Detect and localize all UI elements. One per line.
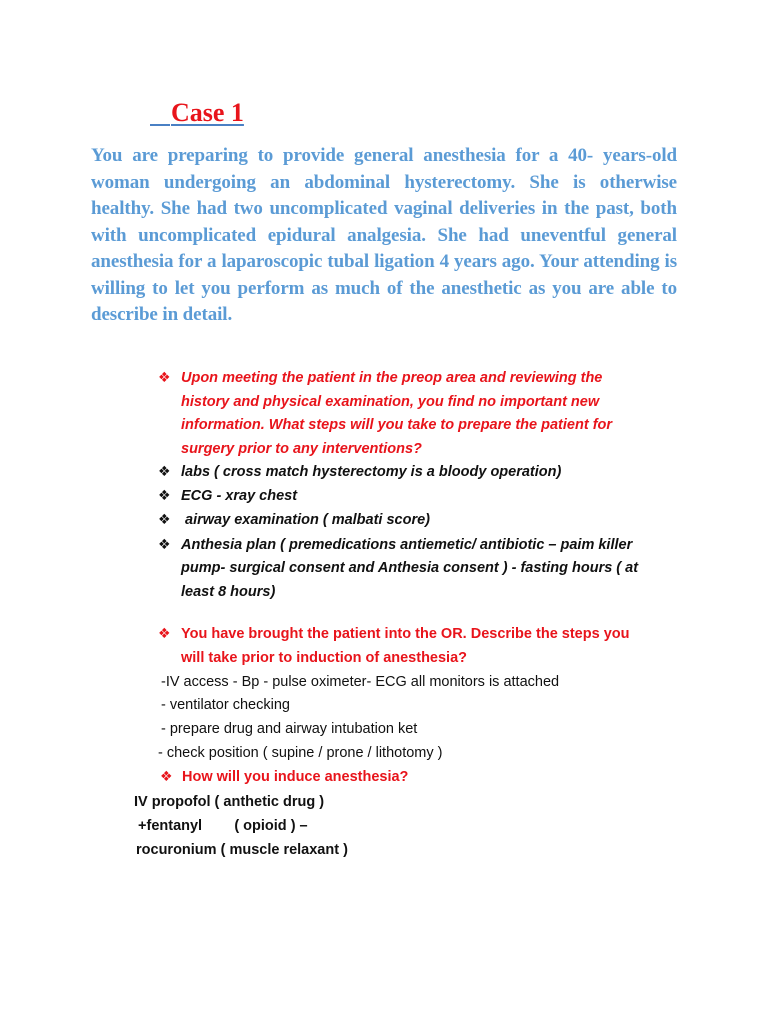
answer-1-item-line: least 8 hours) xyxy=(181,584,276,600)
answer-1-item: ECG - xray chest xyxy=(181,488,298,504)
question-2-line: You have brought the patient into the OR. Describe the steps you xyxy=(181,626,630,642)
title-underline-lead xyxy=(150,98,170,126)
question-1-line: Upon meeting the patient in the preop area and reviewing the xyxy=(181,370,603,386)
case-title-row xyxy=(150,98,244,132)
answer-2-item: - check position ( supine / prone / lithotomy ) xyxy=(158,745,443,761)
answer-1-item: labs ( cross match hysterectomy is a bloody operation) xyxy=(181,464,562,480)
diamond-bullet-icon: ❖ xyxy=(158,370,171,386)
answer-3-line: IV propofol ( anthetic drug ) xyxy=(134,794,325,810)
answer-1-item-line: Anthesia plan ( premedications antiemetic/ antibiotic – paim killer xyxy=(181,537,633,553)
answer-2-item: -IV access - Bp - pulse oximeter- ECG all monitors is attached xyxy=(161,674,560,690)
case-title: Case 1 xyxy=(171,98,244,127)
answer-1-item-line: pump- surgical consent and Anthesia consent ) - fasting hours ( at xyxy=(181,560,639,576)
diamond-bullet-icon: ❖ xyxy=(158,464,171,480)
diamond-bullet-icon: ❖ xyxy=(160,769,173,785)
diamond-bullet-icon: ❖ xyxy=(158,512,171,528)
answer-2-item: - ventilator checking xyxy=(161,697,290,713)
answer-3-line: rocuronium ( muscle relaxant ) xyxy=(136,842,348,858)
answer-1-item: airway examination ( malbati score) xyxy=(181,512,431,528)
case-intro-paragraph: You are preparing to provide general anesthesia for a 40- years-old woman undergoing an abdominal hysterectomy. She is otherwise healthy. She had two uncomplicated vaginal deliveries in the past, both with uncomplicated epidural analgesia. She had uneventful general anesthesia for a laparoscopic tubal ligation 4 years ago. Your attending is willing to let you perform as much of the anesthetic as you are able to describe in detail. xyxy=(91,145,677,325)
diamond-bullet-icon: ❖ xyxy=(158,488,171,504)
question-1-line: history and physical examination, you find no important new xyxy=(181,394,600,410)
diamond-bullet-icon: ❖ xyxy=(158,537,171,553)
question-2-line: will take prior to induction of anesthesia? xyxy=(181,650,468,666)
answer-2-item: - prepare drug and airway intubation ket xyxy=(161,721,418,737)
answer-3-line: +fentanyl ( opioid ) – xyxy=(134,818,308,834)
question-1-line: surgery prior to any interventions? xyxy=(181,441,422,457)
question-1-line: information. What steps will you take to prepare the patient for xyxy=(181,417,613,433)
question-3: How will you induce anesthesia? xyxy=(182,769,409,785)
diamond-bullet-icon: ❖ xyxy=(158,626,171,642)
